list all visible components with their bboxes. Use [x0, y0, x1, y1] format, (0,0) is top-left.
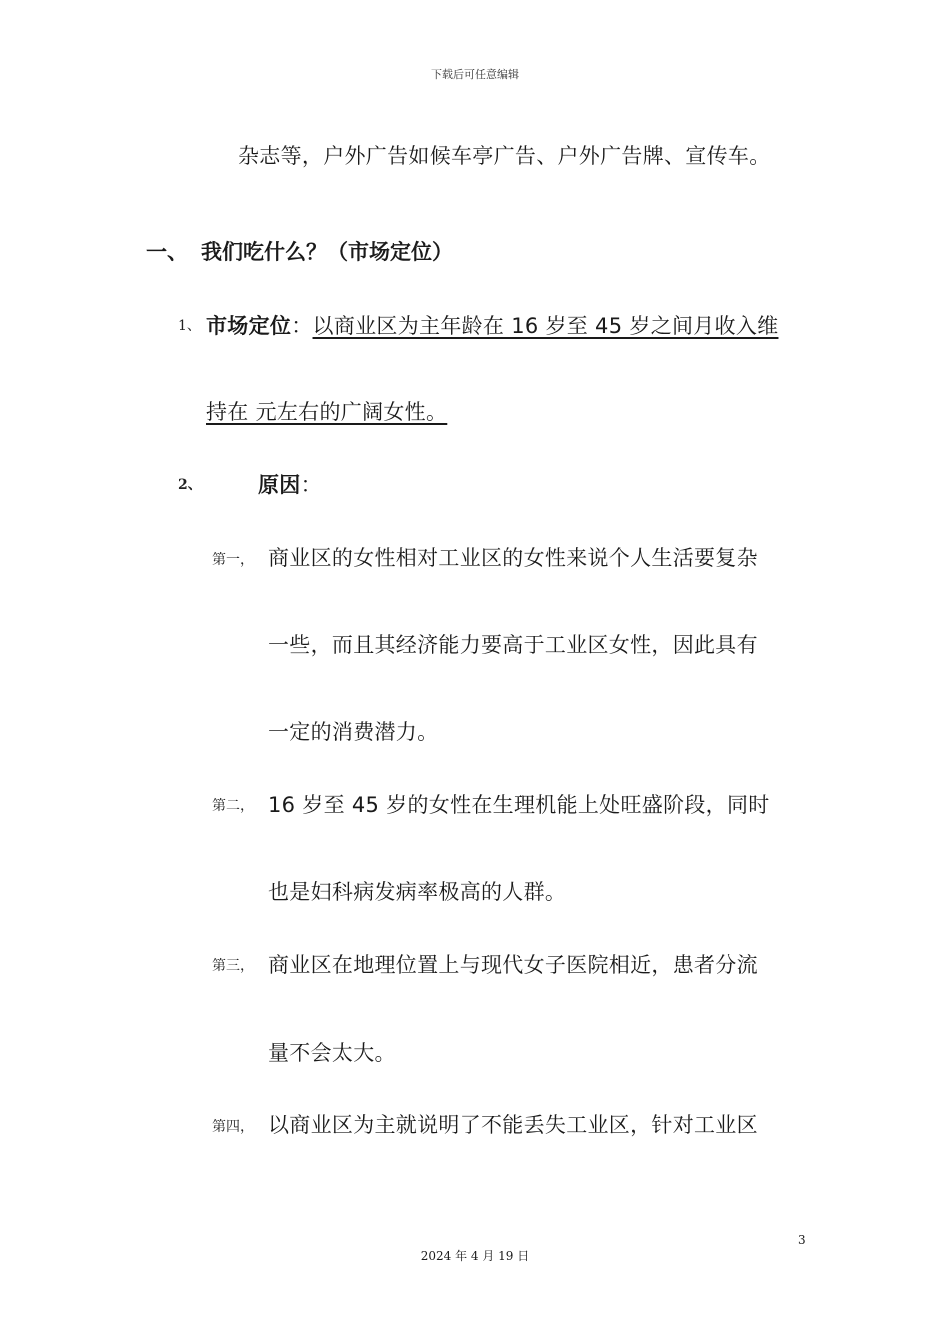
reason-line: 量不会太大。 — [268, 1041, 396, 1065]
reason-line: 以商业区为主就说明了不能丢失工业区，针对工业区 — [268, 1113, 758, 1137]
reason-line: 商业区的女性相对工业区的女性来说个人生活要复杂 — [268, 546, 758, 570]
item2-colon: ： — [300, 473, 322, 497]
item1-line1: 以商业区为主年龄在 16 岁至 45 岁之间月收入维 — [312, 314, 779, 338]
page-header: 下载后可任意编辑 — [431, 68, 519, 81]
reason-label: 第四， — [212, 1119, 254, 1135]
footer-date: 2024 年 4 月 19 日 — [420, 1249, 530, 1263]
item2-heading — [258, 469, 322, 499]
section-title: 我们吃什么？（市场定位） — [201, 240, 453, 264]
item1-colon: ： — [291, 314, 313, 338]
reason-label: 第三， — [212, 958, 254, 974]
reason-line: 一定的消费潜力。 — [268, 720, 439, 744]
reason-line: 商业区在地理位置上与现代女子医院相近，患者分流 — [268, 953, 758, 977]
reason-label: 第一， — [212, 552, 254, 568]
item1-number: 1、 — [178, 318, 201, 334]
page-number: 3 — [798, 1233, 806, 1247]
item2-number: 2、 — [178, 477, 202, 493]
item1-label: 市场定位 — [206, 314, 292, 338]
section-number: 一、 — [146, 240, 188, 264]
reason-line: 也是妇科病发病率极高的人群。 — [268, 880, 567, 904]
item1-first-line — [206, 310, 778, 340]
reason-line: 一些，而且其经济能力要高于工业区女性，因此具有 — [268, 633, 758, 657]
reason-line: 16 岁至 45 岁的女性在生理机能上处旺盛阶段，同时 — [268, 793, 770, 817]
item2-label: 原因 — [258, 473, 301, 497]
reason-label: 第二， — [212, 798, 254, 814]
item1-line2: 持在 元左右的广阔女性。 — [206, 400, 448, 424]
intro-line: 杂志等，户外广告如候车亭广告、户外广告牌、宣传车。 — [238, 144, 771, 168]
